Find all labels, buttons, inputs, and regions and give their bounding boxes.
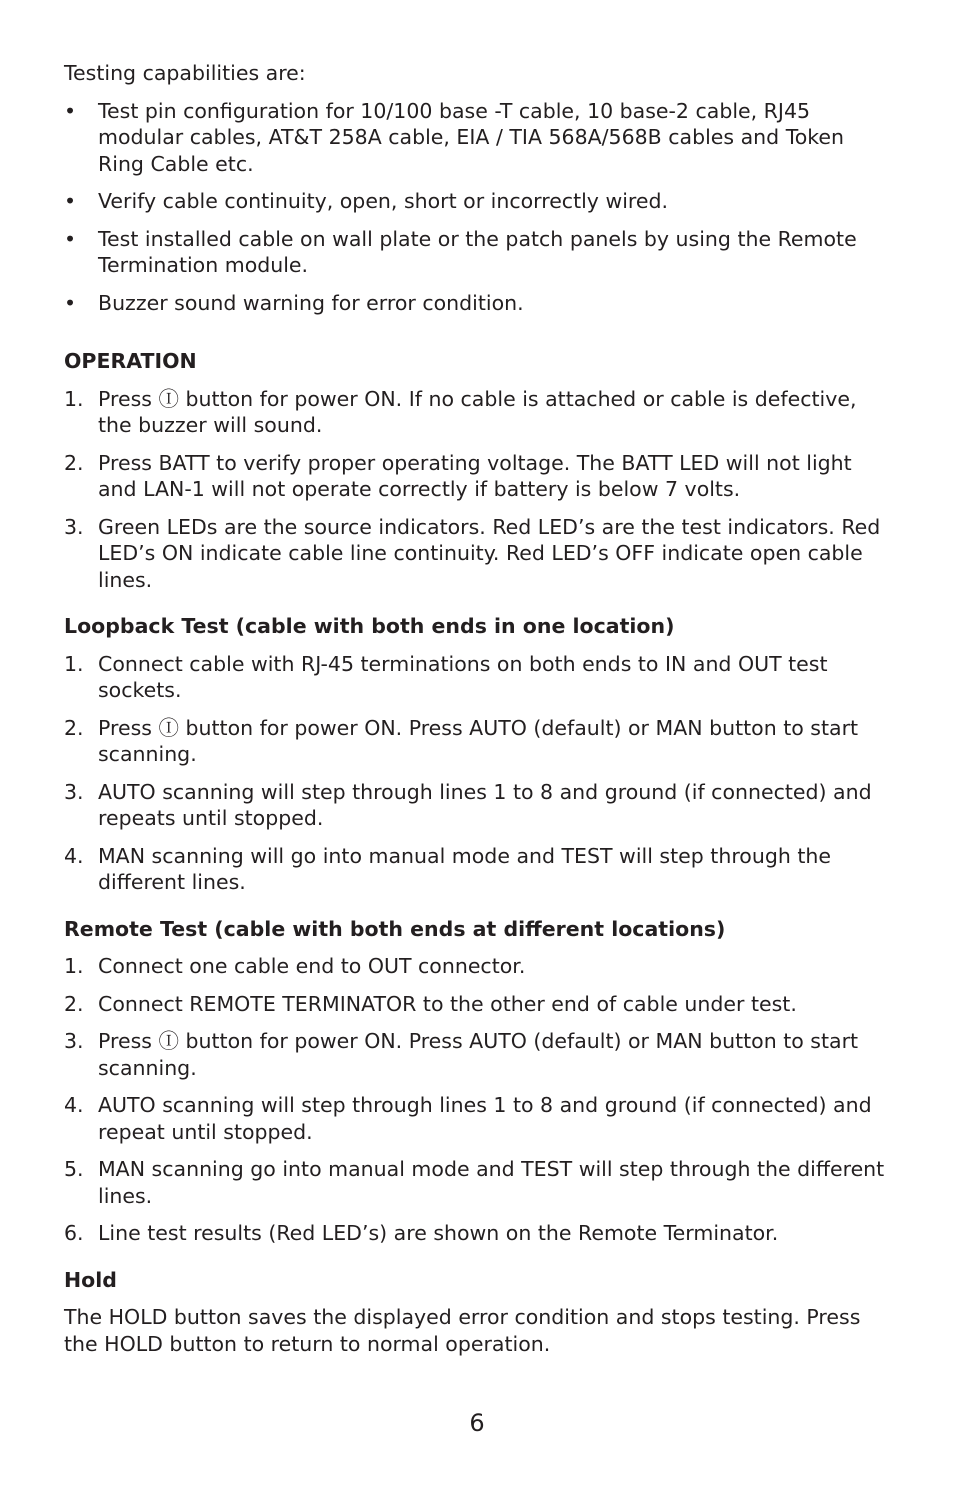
page-content <box>64 60 894 1357</box>
list-item <box>64 1028 894 1081</box>
list-item <box>64 1220 894 1247</box>
step-text: Green LEDs are the source indicators. Red LED’s are the test indicators. Red LED’s ON indicate cable line continuity. Red LED’s OFF indicate open cable lines. <box>98 514 881 592</box>
page-number: 6 <box>469 1409 485 1437</box>
list-item-text: Buzzer sound warning for error condition. <box>98 290 524 315</box>
step-text: Press Ⓘ button for power ON. Press AUTO (default) or MAN button to start scanning. <box>98 715 859 766</box>
step-text: Connect one cable end to OUT connector. <box>98 954 526 978</box>
remote-heading: Remote Test (cable with both ends at different locations) <box>64 916 726 941</box>
list-item <box>64 98 894 178</box>
step-text: Press Ⓘ button for power ON. Press AUTO (default) or MAN button to start scanning. <box>98 1029 859 1080</box>
step-number: 3. <box>64 1029 84 1053</box>
operation-steps <box>64 386 894 594</box>
step-number: 3. <box>64 779 84 804</box>
step-number: 2. <box>64 991 84 1016</box>
bullet-icon: • <box>64 98 77 123</box>
bullet-icon: • <box>64 226 77 251</box>
step-text: Connect REMOTE TERMINATOR to the other end of cable under test. <box>98 991 797 1016</box>
list-item <box>64 651 894 704</box>
step-text: MAN scanning go into manual mode and TEST will step through the different lines. <box>98 1157 885 1208</box>
bullet-icon: • <box>64 189 77 213</box>
intro-text: Testing capabilities are: <box>64 61 306 85</box>
list-item <box>64 843 894 896</box>
step-text: AUTO scanning will step through lines 1 to 8 and ground (if connected) and repeat until stopped. <box>98 1093 872 1144</box>
step-number: 5. <box>64 1157 84 1181</box>
step-number: 3. <box>64 514 84 539</box>
list-item <box>64 450 894 503</box>
list-item <box>64 188 894 215</box>
step-number: 1. <box>64 954 84 978</box>
hold-heading: Hold <box>64 1267 117 1292</box>
step-text: AUTO scanning will step through lines 1 to 8 and ground (if connected) and repeats until stopped. <box>98 779 872 830</box>
list-item <box>64 290 894 317</box>
remote-steps <box>64 953 894 1247</box>
step-text: Connect cable with RJ-45 terminations on both ends to IN and OUT test sockets. <box>98 651 828 702</box>
step-text: Press Ⓘ button for power ON. If no cable is attached or cable is defective, the buzzer will sound. <box>98 386 857 437</box>
step-number: 2. <box>64 715 84 740</box>
step-number: 4. <box>64 843 84 868</box>
bullet-icon: • <box>64 290 77 315</box>
step-number: 6. <box>64 1221 84 1245</box>
list-item <box>64 715 894 768</box>
loopback-steps <box>64 651 894 896</box>
list-item <box>64 1156 894 1209</box>
step-text: Line test results (Red LED’s) are shown on the Remote Terminator. <box>98 1221 779 1245</box>
list-item-text: Test installed cable on wall plate or the patch panels by using the Remote Termination module. <box>98 226 857 277</box>
step-number: 1. <box>64 386 84 411</box>
list-item <box>64 386 894 439</box>
step-number: 4. <box>64 1093 84 1117</box>
list-item-text: Test pin configuration for 10/100 base -T cable, 10 base-2 cable, RJ45 modular cables, AT&T 258A cable, EIA / TIA 568A/568B cables and Token Ring Cable etc. <box>98 98 845 176</box>
list-item <box>64 991 894 1018</box>
capabilities-list <box>64 98 894 317</box>
step-number: 2. <box>64 450 84 475</box>
list-item <box>64 779 894 832</box>
list-item <box>64 226 894 279</box>
step-text: Press BATT to verify proper operating voltage. The BATT LED will not light and LAN-1 will not operate correctly if battery is below 7 volts. <box>98 450 852 501</box>
operation-heading: OPERATION <box>64 349 197 373</box>
step-number: 1. <box>64 651 84 676</box>
list-item <box>64 953 894 980</box>
list-item <box>64 1092 894 1145</box>
list-item-text: Verify cable continuity, open, short or incorrectly wired. <box>98 189 669 213</box>
hold-text: The HOLD button saves the displayed error condition and stops testing. Press the HOLD button to return to normal operation. <box>64 1305 861 1356</box>
loopback-heading: Loopback Test (cable with both ends in one location) <box>64 614 675 638</box>
list-item <box>64 514 894 594</box>
step-text: MAN scanning will go into manual mode and TEST will step through the different lines. <box>98 843 831 894</box>
